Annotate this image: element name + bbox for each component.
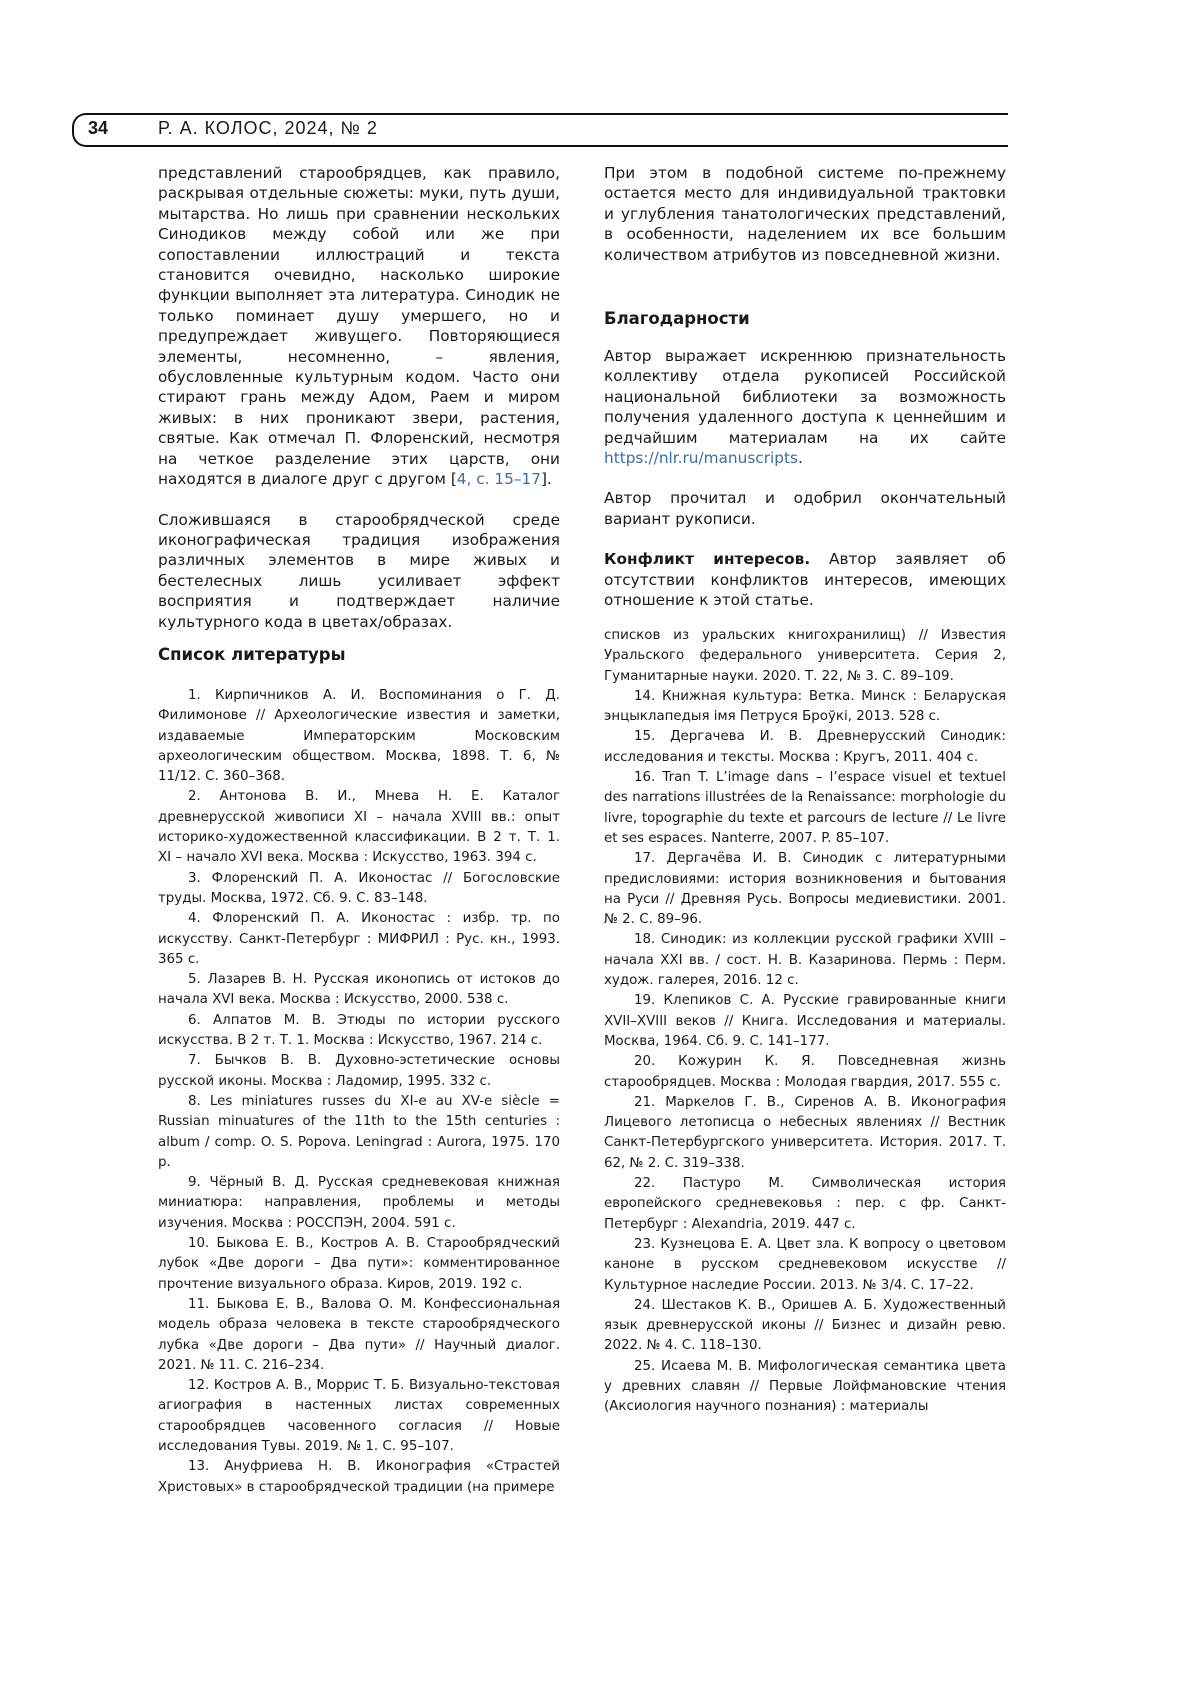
body-paragraph: Сложившаяся в старообрядческой среде иконографическая традиция изображения различных элементов в мире живых и бестелесных лишь усиливает эффект восприятия и подтверждает наличие культурного кода в цветах/образах. xyxy=(158,510,560,632)
running-title: Р. А. КОЛОС, 2024, № 2 xyxy=(158,118,378,139)
reference-item: 21. Маркелов Г. В., Сиренов А. В. Иконография Лицевого летописца о небесных явлениях // Вестник Санкт-Петербургского университета. История. 2017. Т. 62, № 2. С. 319–338. xyxy=(604,1093,1006,1174)
reference-item: 23. Кузнецова Е. А. Цвет зла. К вопросу о цветовом каноне в русском средневековом искусстве // Культурное наследие России. 2013. № 3/4. С. 17–22. xyxy=(604,1235,1006,1296)
conflict-text: Автор заявляет об отсутствии конфликтов интересов, имеющих отношение к этой статье. xyxy=(604,550,1006,609)
reference-item: 17. Дергачёва И. В. Синодик с литературными предисловиями: история возникновения и бытования на Руси // Древняя Русь. Вопросы медиевистики. 2001. № 2. С. 89–96. xyxy=(604,849,1006,930)
reference-item: 11. Быкова Е. В., Валова О. М. Конфессиональная модель образа человека в тексте старообрядческого лубка «Две дороги – Два пути» // Научный диалог. 2021. № 11. С. 216–234. xyxy=(158,1295,560,1376)
ack-end: . xyxy=(798,449,803,467)
conflict-label: Конфликт интересов. xyxy=(604,550,810,568)
journal-page xyxy=(0,0,1200,1697)
reference-item: 3. Флоренский П. А. Иконостас // Богословские труды. Москва, 1972. Сб. 9. С. 83–148. xyxy=(158,869,560,910)
ack-text: Автор выражает искреннюю признательность коллективу отдела рукописей Российской национальной библиотеки за возможность получения удаленного доступа к ценнейшим и редчайшим материалам на их сайте xyxy=(604,347,1006,447)
approval-text: Автор прочитал и одобрил окончательный вариант рукописи. xyxy=(604,488,1006,529)
reference-item: 20. Кожурин К. Я. Повседневная жизнь старообрядцев. Москва : Молодая гвардия, 2017. 555 с. xyxy=(604,1052,1006,1093)
page-number: 34 xyxy=(88,118,108,139)
acknowledgements-text xyxy=(604,346,1006,468)
reference-item: 4. Флоренский П. А. Иконостас : избр. тр. по искусству. Санкт-Петербург : МИФРИЛ : Рус. кн., 1993. 365 с. xyxy=(158,909,560,970)
references-left xyxy=(158,686,560,1498)
body-paragraph: При этом в подобной системе по-прежнему остается место для индивидуальной трактовки и углубления танатологических представлений, в особенности, наделением их все большим количеством атрибутов из повседневной жизни. xyxy=(604,163,1006,265)
reference-item: 13. Ануфриева Н. В. Иконография «Страстей Христовых» в старообрядческой традиции (на примере xyxy=(158,1457,560,1498)
reference-item: 16. Tran T. L’image dans – l’espace visuel et textuel des narrations illustrées de la Renaissance: morphologie du livre, topographie du texte et parcours de lecture // Le livre et ses espaces. Nanterre, 2007. P. 85–107. xyxy=(604,768,1006,849)
reference-item: 25. Исаева М. В. Мифологическая семантика цвета у древних славян // Первые Лойфмановские чтения (Аксиология научного познания) : материалы xyxy=(604,1357,1006,1418)
reference-item: 7. Бычков В. В. Духовно-эстетические основы русской иконы. Москва : Ладомир, 1995. 332 с. xyxy=(158,1051,560,1092)
citation-link[interactable]: 4, с. 15–17 xyxy=(457,470,541,488)
reference-item: 15. Дергачева И. В. Древнерусский Синодик: исследования и тексты. Москва : Кругъ, 2011. 404 с. xyxy=(604,727,1006,768)
reference-item: 18. Синодик: из коллекции русской графики XVIII – начала XXI вв. / сост. Н. В. Казаринова. Пермь : Перм. худож. галерея, 2016. 12 с. xyxy=(604,930,1006,991)
reference-item: 6. Алпатов М. В. Этюды по истории русского искусства. В 2 т. Т. 1. Москва : Искусство, 1967. 214 с. xyxy=(158,1011,560,1052)
left-body-column xyxy=(158,163,560,652)
body-paragraph xyxy=(158,163,560,490)
references-right xyxy=(604,626,1006,1418)
paragraph-text: представлений старообрядцев, как правило, раскрывая отдельные сюжеты: муки, путь души, мытарства. Но лишь при сравнении нескольких Синодиков между собой или же при сопоставлении иллюстраций и текста становится очевидно, насколько широкие функции выполняет эта литература. Синодик не только поминает душу умершего, но и предупреждает живущего. Повторяющиеся элементы, несомненно, – явления, обусловленные культурным кодом. Часто они стирают грань между Адом, Раем и миром живых: в них проникают звери, растения, святые. Как отмечал П. Флоренский, несмотря на четкое разделение этих царств, они находятся в диалоге друг с другом xyxy=(158,164,560,488)
reference-item: 24. Шестаков К. В., Оришев А. Б. Художественный язык древнерусской иконы // Бизнес и дизайн ревю. 2022. № 4. С. 118–130. xyxy=(604,1296,1006,1357)
cite-close: ]. xyxy=(541,470,552,488)
reference-item: 5. Лазарев В. Н. Русская иконопись от истоков до начала XVI века. Москва : Искусство, 2000. 538 с. xyxy=(158,970,560,1011)
reference-item: 10. Быкова Е. В., Костров А. В. Старообрядческий лубок «Две дороги – Два пути»: комментированное прочтение визуального образа. Киров, 2019. 192 с. xyxy=(158,1234,560,1295)
reference-item: 22. Пастуро М. Символическая история европейского средневековья : пер. с фр. Санкт-Петербург : Alexandria, 2019. 447 с. xyxy=(604,1174,1006,1235)
manuscripts-link[interactable]: https://nlr.ru/manuscripts xyxy=(604,449,798,467)
reference-item: 12. Костров А. В., Моррис Т. Б. Визуально-текстовая агиография в настенных листах современных старообрядцев часовенного согласия // Новые исследования Тувы. 2019. № 1. С. 95–107. xyxy=(158,1376,560,1457)
reference-item: 9. Чёрный В. Д. Русская средневековая книжная миниатюра: направления, проблемы и методы изучения. Москва : РОССПЭН, 2004. 591 с. xyxy=(158,1173,560,1234)
reference-item: 1. Кирпичников А. И. Воспоминания о Г. Д. Филимонове // Археологические известия и заметки, издаваемые Императорским Московским археологическим обществом. Москва, 1898. Т. 6, № 11/12. С. 360–368. xyxy=(158,686,560,787)
right-body-column xyxy=(604,163,1006,631)
reference-item: 8. Les miniatures russes du XI-e au XV-e siècle = Russian minuatures of the 11th to the 15th centuries : album / comp. O. S. Popova. Leningrad : Aurora, 1975. 170 p. xyxy=(158,1092,560,1173)
acknowledgements-heading: Благодарности xyxy=(604,309,1006,328)
cite-open: [ xyxy=(446,470,457,488)
running-header xyxy=(72,113,1008,147)
reference-item: 14. Книжная культура: Ветка. Минск : Беларуская энцыклапедыя імя Петруся Броўкі, 2013. 528 с. xyxy=(604,687,1006,728)
conflict-of-interest xyxy=(604,549,1006,610)
reference-item: 19. Клепиков С. А. Русские гравированные книги XVII–XVIII веков // Книга. Исследования и материалы. Москва, 1964. Сб. 9. С. 141–177. xyxy=(604,991,1006,1052)
reference-item: списков из уральских книгохранилищ) // Известия Уральского федерального университета. Серия 2, Гуманитарные науки. 2020. Т. 22, № 3. С. 89–109. xyxy=(604,626,1006,687)
references-heading: Список литературы xyxy=(158,645,346,664)
reference-item: 2. Антонова В. И., Мнева Н. Е. Каталог древнерусской живописи XI – начала XVIII вв.: опыт историко-художественной классификации. В 2 т. Т. 1. XI – начало XVI века. Москва : Искусство, 1963. 394 с. xyxy=(158,787,560,868)
